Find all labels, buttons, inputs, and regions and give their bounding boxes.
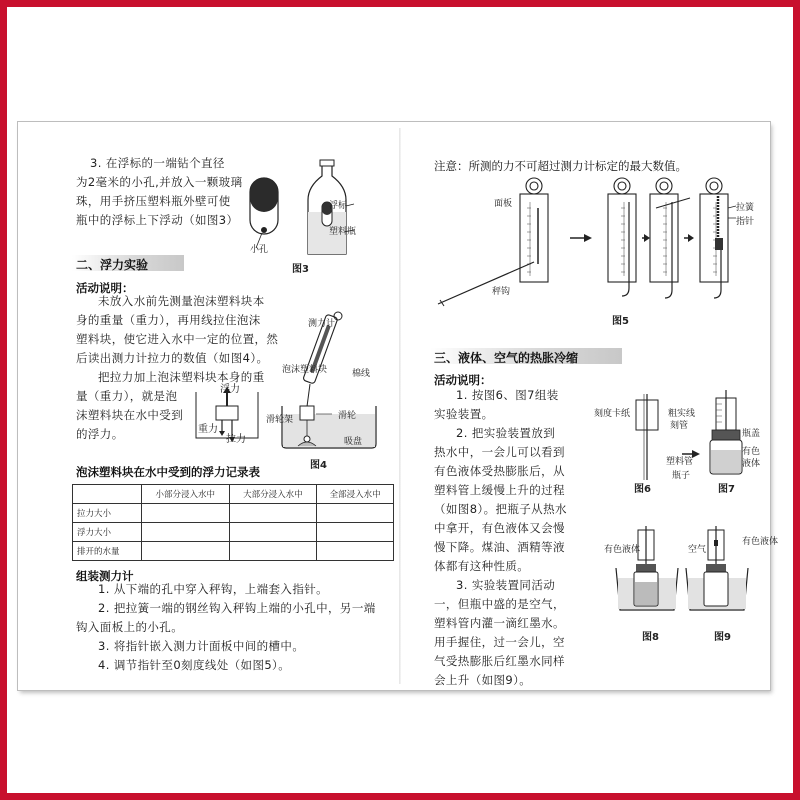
fig6-caption: 图6 [634,484,651,495]
fig3-label-float: 浮标 [329,201,348,211]
fig5-label-panel: 面板 [494,199,513,209]
force-label-pull: 拉力 [226,434,246,445]
force-label-buoyancy: 浮力 [220,384,240,395]
fig4-label-thread: 棉线 [352,369,371,379]
fig5-label-hook: 秤钩 [492,287,511,297]
page-gutter [399,128,401,684]
activity-text: 未放入水前先测量泡沫塑料块本 身的重量（重力），再用线拉住泡沫 塑料块，使它进入水中一定的位置，然 后读出测力计拉力的数值（如图4）。 把拉力加上泡沫塑料块本身的重 量（重力），就是泡 沫塑料块在水中受到 的浮力。 [76,294,279,441]
fig6-label-card: 刻度卡纸 [594,409,631,419]
fig6-label-bottle: 瓶子 [672,471,691,481]
fig9-label-liquid: 有色液体 [742,537,779,547]
activity-title: 活动说明： [76,281,134,295]
table-header-cell [73,485,142,504]
table-row [73,523,394,542]
fig3-label-bottle: 塑料瓶 [329,227,357,237]
table-row-label: 拉力大小 [73,504,142,523]
fig4-label-frame: 滑轮架 [266,415,294,425]
table-row-label: 排开的水量 [73,542,142,561]
fig6-label-line: 粗实线 [668,409,696,419]
fig7-label-liquid2: 液体 [742,459,761,469]
fig5-label-pointer: 指针 [736,217,755,227]
table-row [73,542,394,561]
table-title: 泡沫塑料块在水中受到的浮力记录表 [76,465,260,479]
fig7-label-liquid: 有色 [742,447,761,457]
fig4-label-cup: 吸盘 [344,437,363,447]
table-header-row [73,485,394,504]
fig5-label-spring: 拉簧 [736,203,755,213]
section-3-title: 三、液体、空气的热胀冷缩 [434,351,579,365]
assembly-title: 组装测力计 [76,569,134,583]
left-page [46,122,386,690]
fig3-caption: 图3 [292,264,309,275]
table-header-cell: 全部浸入水中 [317,485,394,504]
para-3: 3. 在浮标的一端钻个直径 为2毫米的小孔,并放入一颗玻璃 珠，用手挤压塑料瓶外壁可使 瓶中的浮标上下浮动（如图3） [76,156,243,227]
note-text: 注意：所测的力不可超过测力计标定的最大数值。 [434,159,687,173]
fig7-label-cap: 瓶盖 [742,429,761,439]
fig8-caption: 图8 [642,632,659,643]
section-2-title: 二、浮力实验 [76,258,149,272]
fig8-label-liquid: 有色液体 [604,545,641,555]
fig9-caption: 图9 [714,632,731,643]
section-3-text: 1. 按图6、图7组装 实验装置。 2. 把实验装置放到 热水中，一会儿可以看到 有色液体受热膨胀后，从 塑料管上缓慢上升的过程 （如图8）。把瓶子从热水 中拿开，有色液体又会慢 慢下降。煤油、酒精等液 体都有这种性质。 3. 实验装置同活动 一，但瓶中盛的是空气， 塑料管内灌一滴红墨水。 用手握住，过一会儿，空 气受热膨胀后红墨水同样 会上升（如图9）。 [434,388,567,687]
buoyancy-record-table [72,484,394,561]
fig9-label-air: 空气 [688,545,707,555]
fig7-caption: 图7 [718,484,735,495]
table-header-cell: 小部分浸入水中 [142,485,230,504]
activity-title-right: 活动说明： [434,373,492,387]
figure-4-illustration [276,310,386,450]
fig6-label-tube-mark: 刻管 [670,421,689,431]
figure-5-illustration [436,178,756,308]
force-label-gravity: 重力 [198,424,218,435]
fig4-label-meter: 测力计 [308,319,336,329]
fig4-label-pulley: 滑轮 [338,411,357,421]
table-row-label: 浮力大小 [73,523,142,542]
figure-8-9-illustration [612,526,762,622]
fig4-label-foam: 泡沫塑料块 [282,365,328,375]
fig3-label-hole: 小孔 [250,245,269,255]
table-header-cell: 大部分浸入水中 [229,485,317,504]
fig6-label-tube: 塑料管 [666,457,694,467]
book-spread [18,122,779,690]
right-page [416,122,779,690]
fig4-caption: 图4 [310,460,327,471]
fig5-caption: 图5 [612,316,629,327]
assembly-steps: 1. 从下端的孔中穿入秤钩，上端套入指针。 2. 把拉簧一端的钢丝钩入秤钩上端的小孔中，另一端 钩入面板上的小孔。 3. 将指针嵌入测力计面板中间的槽中。 4. 调节指针至0刻度线处（如图5）。 [76,582,376,672]
table-row [73,504,394,523]
